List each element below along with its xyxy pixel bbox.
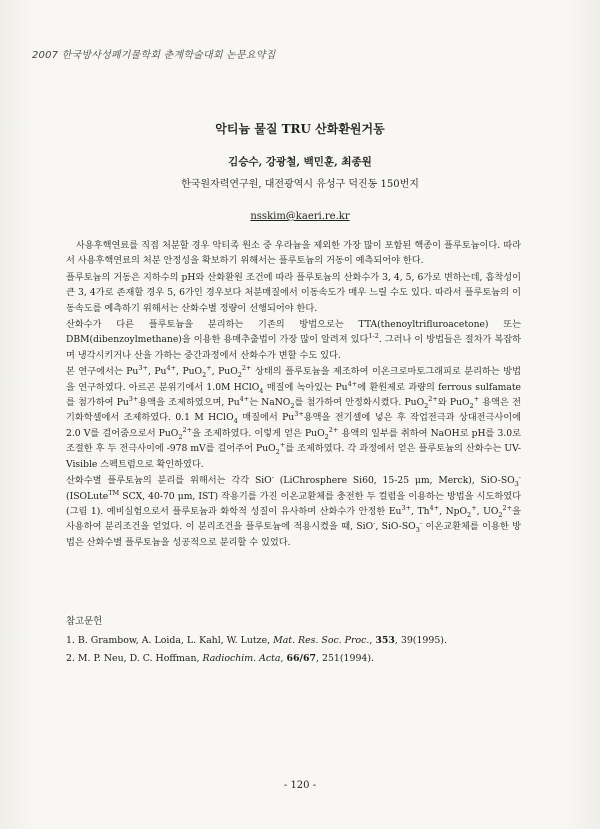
paragraph-intro: 사용후핵연료를 직접 처분할 경우 악티족 원소 중 우라늄을 제외한 가장 많이 포함된 핵종이 플루토늄이다. 따라서 사용후핵연료의 처분 안정성을 확보하기 위해서는 플루토늄의 거동이 예측되어야 한다. xyxy=(66,240,521,267)
formula-subscript: 2 xyxy=(202,371,207,380)
reference-journal: Radiochim. Acta xyxy=(202,653,281,664)
author-list: 김승수, 강광철, 백민훈, 최종원 xyxy=(228,156,372,168)
charge-superscript: - xyxy=(271,473,274,482)
charge-superscript: 3+ xyxy=(294,410,304,419)
reference-separator: , xyxy=(369,635,376,646)
reference-authors: 2. M. P. Neu, D. C. Hoffman, xyxy=(66,653,203,664)
reference-journal: Mat. Res. Soc. Proc. xyxy=(273,635,370,646)
formula-subscript: 2 xyxy=(275,448,280,457)
text-run: . 그러나 이 방법들은 절차가 복잡하며 냉각시키거나 산을 가하는 중간과정에서 산화수가 변할 수도 있다. xyxy=(66,334,521,361)
text-run: 상태의 플루토늄을 제조하여 이온크로마토그래피로 분리하는 방법을 연구하였다. 아르곤 분위기에서 1.0M HClO xyxy=(66,366,521,393)
email-link[interactable]: nsskim@kaeri.re.kr xyxy=(250,211,350,222)
text-run: 용액을 조제하였으며, Pu xyxy=(138,397,240,409)
charge-superscript: 2+ xyxy=(241,364,252,373)
text-run: 본 연구에서는 Pu xyxy=(66,366,139,378)
text-run: , NpO xyxy=(439,505,468,517)
charge-superscript: - xyxy=(518,473,521,482)
formula-subscript: 2 xyxy=(178,432,183,441)
text-run: 이온교환체를 이용한 방법은 산화수별 플루토늄을 성공적으로 분리할 수 있었다. xyxy=(66,521,522,548)
text-run: 을 조제하였다. 이렇게 얻은 PuO xyxy=(192,427,325,439)
formula-subscript: 2 xyxy=(467,510,472,519)
text-run: 용액은 전기화학셀에서 조제하였다. 0.1 M HClO xyxy=(66,397,521,424)
text-run: , UO xyxy=(476,505,499,517)
contact-email xyxy=(0,211,600,222)
charge-superscript: + xyxy=(471,503,477,512)
text-run: 를 조제하였다. 각 과정에서 얻은 플루토늄의 산화수는 UV-Visible 스펙트럼으로 확인하였다. xyxy=(66,443,521,470)
text-run: 를 첨가하여 안정화시켰다. PuO xyxy=(294,397,425,409)
formula-subscript: 2 xyxy=(424,401,429,410)
charge-superscript: 4+ xyxy=(166,364,177,373)
text-run: SCX, 40-70 μm, IST) 작용기를 가진 이온교환체를 충전한 두 컬럼을 이용하는 방법을 시도하였다(그림 1). 예비실험으로서 플루토늄과 화학적 성질이 유사하며 산화수가 안정한 Eu xyxy=(66,490,521,517)
charge-superscript: - xyxy=(373,519,376,528)
formula-subscript: 3 xyxy=(514,479,519,488)
charge-superscript: 2+ xyxy=(502,503,513,512)
reference-separator: , xyxy=(280,653,287,664)
paper-title: 악티늄 물질 TRU 산화환원거동 xyxy=(215,122,385,136)
charge-superscript: + xyxy=(279,441,286,450)
citation-superscript: 1-2 xyxy=(368,332,379,341)
reference-authors: 1. B. Grambow, A. Loida, L. Kahl, W. Lutze, xyxy=(66,635,274,646)
text-run: 와 PuO xyxy=(437,397,470,409)
charge-superscript: + xyxy=(473,395,480,403)
formula-subscript: 2 xyxy=(237,371,242,380)
paragraph-existing-methods xyxy=(66,317,521,363)
text-run: , PuO xyxy=(176,366,203,378)
paragraph-behavior: 플루토늄의 거동은 지하수의 pH와 산화환원 조건에 따라 플루토늄의 산화수가 3, 4, 5, 6가로 변하는데, 흡착성이 큰 3, 4가로 존재할 경우 5, 6가인 경우보다 처분매질에서 이동속도가 매우 느릴 수도 있다. 따라서 플루토늄의 이동속도를 예측하기 위해서는 산화수별 정량이 선행되어야 한다. xyxy=(66,271,521,314)
abstract-body xyxy=(66,238,521,551)
charge-superscript: 2+ xyxy=(328,425,339,434)
reference-volume: 66/67 xyxy=(286,653,317,664)
formula-subscript: 4 xyxy=(233,417,238,426)
formula-subscript: 4 xyxy=(259,386,264,395)
text-run: 에 환원제로 과량의 ferrous sulfamate를 첨가하여 Pu xyxy=(66,381,521,409)
reference-pages: , 39(1995). xyxy=(394,635,447,646)
text-run: , PuO xyxy=(211,366,238,378)
running-header: 2007 한국방사성폐기물학회 춘계학술대회 논문요약집 xyxy=(32,50,276,61)
charge-superscript: 2+ xyxy=(428,395,438,403)
page-number: - 120 - xyxy=(283,780,317,791)
paragraph-preparation xyxy=(66,364,521,472)
formula-subscript: 2 xyxy=(498,510,503,519)
paragraph-separation xyxy=(66,473,521,550)
text-run: , Pu xyxy=(147,366,167,378)
charge-superscript: 4+ xyxy=(239,395,250,403)
charge-superscript: 4+ xyxy=(347,379,358,388)
formula-subscript: 2 xyxy=(290,401,295,410)
charge-superscript: + xyxy=(206,364,212,373)
text-run: (ISOLute xyxy=(66,490,109,502)
text-run: 산화수별 플루토늄의 분리를 위해서는 각각 SiO xyxy=(66,475,272,487)
charge-superscript: 3+ xyxy=(401,503,412,512)
trademark-superscript: TM xyxy=(108,488,120,497)
charge-superscript: 3+ xyxy=(138,364,148,373)
references-heading: 참고문헌 xyxy=(66,616,103,627)
text-run: , Th xyxy=(411,505,430,517)
text-run: 용액을 전기셀에 넣은 후 작업전극과 상대전극사이에 2.0 V를 걸어줌으로서 PuO xyxy=(66,412,521,439)
charge-superscript: 2+ xyxy=(182,425,193,434)
formula-subscript: 3 xyxy=(415,526,420,535)
charge-superscript: 3+ xyxy=(128,395,139,403)
formula-subscript: 2 xyxy=(324,432,329,441)
charge-superscript: - xyxy=(419,519,423,528)
references-section xyxy=(66,613,521,668)
text-run: 산화수가 다른 플루토늄을 분리하는 기존의 방법으로는 TTA(thenoyltrifluroacetone) 또는 DBM(dibenzoylmethane)을 이용한 용매추출법이 가장 많이 알려져 있다 xyxy=(66,319,521,346)
affiliation: 한국원자력연구원, 대전광역시 유성구 덕진동 150번지 xyxy=(181,179,419,190)
text-run: , SiO-SO xyxy=(375,521,416,533)
reference-item-2 xyxy=(66,650,521,668)
reference-volume: 353 xyxy=(375,635,395,646)
reference-pages: , 251(1994). xyxy=(316,653,375,664)
reference-item-1 xyxy=(66,632,521,650)
text-run: 매질에서 Pu xyxy=(237,412,295,424)
charge-superscript: 4+ xyxy=(429,503,440,512)
text-run: (LiChrosphere Si60, 15-25 μm, Merck), SiO-SO xyxy=(273,475,515,487)
text-run: 용액의 일부를 취하여 NaOH로 pH를 3.0로 조절한 후 두 전극사이에 -978 mV를 걸어주어 PuO xyxy=(66,427,522,455)
text-run: 매질에 녹아있는 Pu xyxy=(263,381,348,393)
formula-subscript: 2 xyxy=(469,401,474,410)
text-run: 는 NaNO xyxy=(249,397,291,409)
text-run: 을 사용하여 분리조건을 얻었다. 이 분리조건을 플루토늄에 적용시켰을 때, SiO xyxy=(66,505,521,533)
